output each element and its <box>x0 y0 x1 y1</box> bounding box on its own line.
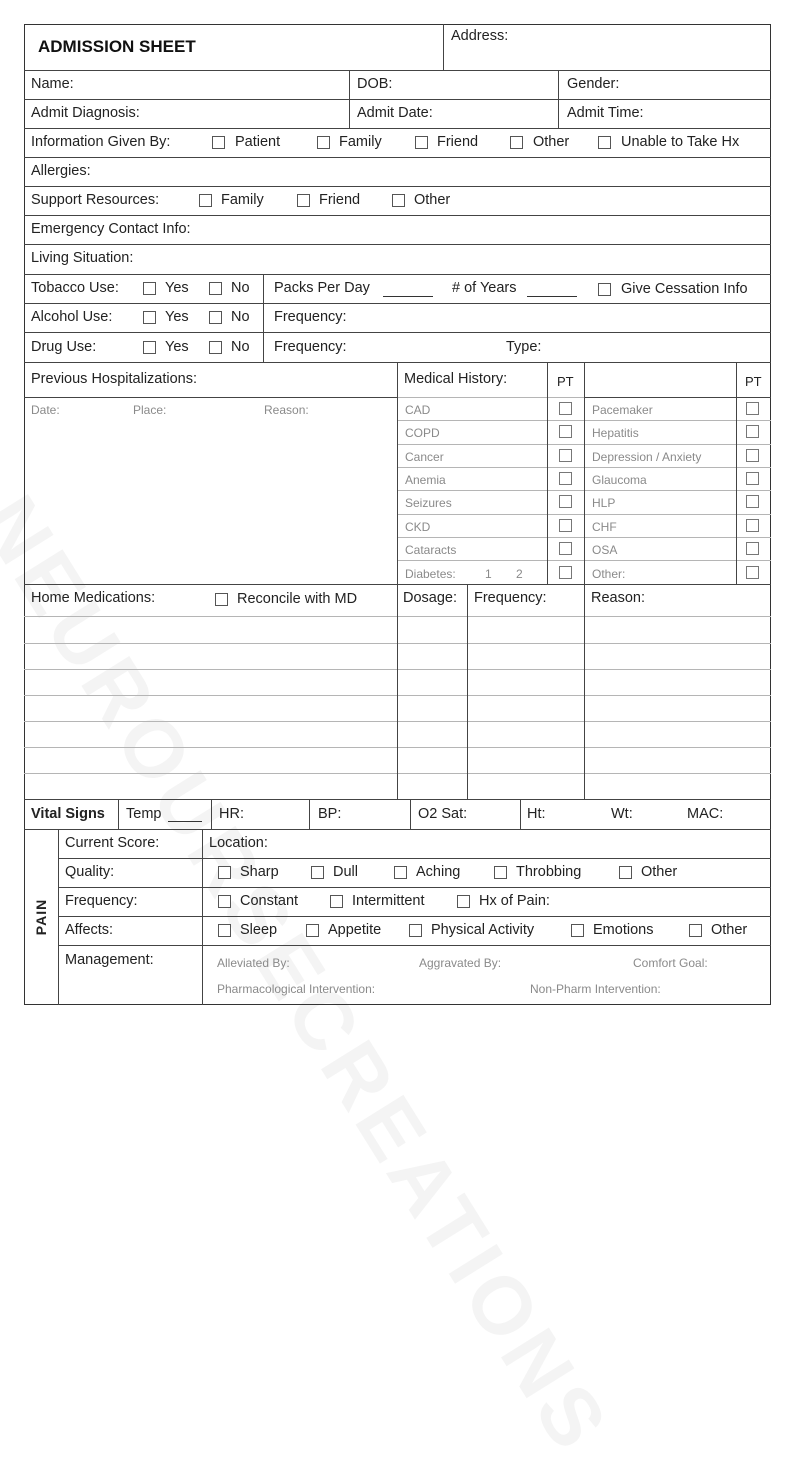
yes-label: Yes <box>165 280 189 296</box>
non-pharm-intervention-label: Non-Pharm Intervention: <box>530 982 661 996</box>
quality-sharp-checkbox[interactable] <box>218 866 231 879</box>
quality-option-label: Other <box>641 864 678 880</box>
condition-chf: CHF <box>592 520 617 534</box>
depression-pt-checkbox[interactable] <box>746 449 759 462</box>
quality-option-label: Throbbing <box>516 864 582 880</box>
height-label: Ht: <box>527 806 546 822</box>
tobacco-label: Tobacco Use: <box>31 280 119 296</box>
info-family-checkbox[interactable] <box>317 136 330 149</box>
seizures-pt-checkbox[interactable] <box>559 495 572 508</box>
yes-label: Yes <box>165 309 189 325</box>
drug-type-label: Type: <box>506 339 542 355</box>
quality-label: Quality: <box>65 864 115 880</box>
glaucoma-pt-checkbox[interactable] <box>746 472 759 485</box>
condition-other: Other: <box>592 567 626 581</box>
affects-physical-activity-checkbox[interactable] <box>409 924 422 937</box>
support-label: Support Resources: <box>31 192 160 208</box>
quality-throbbing-checkbox[interactable] <box>494 866 507 879</box>
alcohol-yes-checkbox[interactable] <box>143 311 156 324</box>
affects-appetite-checkbox[interactable] <box>306 924 319 937</box>
frequency-option-label: Constant <box>240 893 299 909</box>
temp-field[interactable] <box>168 821 202 822</box>
dob-label: DOB: <box>357 76 393 92</box>
current-score-label: Current Score: <box>65 835 160 851</box>
alcohol-no-checkbox[interactable] <box>209 311 222 324</box>
drug-frequency-label: Frequency: <box>274 339 347 355</box>
quality-option-label: Sharp <box>240 864 279 880</box>
condition-seizures: Seizures <box>405 496 452 510</box>
prev-hosp-date-header: Date: <box>31 403 60 417</box>
info-patient-checkbox[interactable] <box>212 136 225 149</box>
pharmacological-intervention-label: Pharmacological Intervention: <box>217 982 376 996</box>
weight-label: Wt: <box>611 806 633 822</box>
mac-label: MAC: <box>687 806 724 822</box>
prev-hosp-reason-header: Reason: <box>264 403 309 417</box>
condition-osa: OSA <box>592 543 618 557</box>
support-other-checkbox[interactable] <box>392 194 405 207</box>
no-label: No <box>231 309 250 325</box>
packs-per-day-field[interactable] <box>383 296 433 297</box>
anemia-pt-checkbox[interactable] <box>559 472 572 485</box>
frequency-intermittent-checkbox[interactable] <box>330 895 343 908</box>
pt-header: PT <box>557 374 574 389</box>
pacemaker-pt-checkbox[interactable] <box>746 402 759 415</box>
quality-other-checkbox[interactable] <box>619 866 632 879</box>
allergies-label: Allergies: <box>31 163 91 179</box>
condition-anemia: Anemia <box>405 473 446 487</box>
address-label: Address: <box>451 28 509 44</box>
frequency-option-label: Intermittent <box>352 893 425 909</box>
management-label: Management: <box>65 952 154 968</box>
cessation-checkbox[interactable] <box>598 283 611 296</box>
temp-label: Temp <box>126 806 162 822</box>
aggravated-by-label: Aggravated By: <box>419 956 502 970</box>
cataracts-pt-checkbox[interactable] <box>559 542 572 555</box>
info-option-label: Other <box>533 134 570 150</box>
affects-other-checkbox[interactable] <box>689 924 702 937</box>
info-option-label: Unable to Take Hx <box>621 134 740 150</box>
prev-hosp-title: Previous Hospitalizations: <box>31 371 198 387</box>
reconcile-checkbox[interactable] <box>215 593 228 606</box>
condition-cancer: Cancer <box>405 450 444 464</box>
frequency-constant-checkbox[interactable] <box>218 895 231 908</box>
info-option-label: Patient <box>235 134 281 150</box>
osa-pt-checkbox[interactable] <box>746 542 759 555</box>
affects-option-label: Appetite <box>328 922 382 938</box>
alcohol-label: Alcohol Use: <box>31 309 113 325</box>
tobacco-no-checkbox[interactable] <box>209 282 222 295</box>
gender-label: Gender: <box>567 76 620 92</box>
packs-per-day-label: Packs Per Day <box>274 280 370 296</box>
affects-option-label: Other <box>711 922 748 938</box>
home-meds-title: Home Medications: <box>31 590 156 606</box>
affects-option-label: Emotions <box>593 922 654 938</box>
bp-label: BP: <box>318 806 342 822</box>
emergency-contact-label: Emergency Contact Info: <box>31 221 191 237</box>
condition-cataracts: Cataracts <box>405 543 457 557</box>
page-title: ADMISSION SHEET <box>38 37 196 56</box>
affects-sleep-checkbox[interactable] <box>218 924 231 937</box>
dosage-header: Dosage: <box>403 590 458 606</box>
condition-diabetes: Diabetes: <box>405 567 456 581</box>
condition-hlp: HLP <box>592 496 616 510</box>
prev-hosp-place-header: Place: <box>133 403 167 417</box>
ckd-pt-checkbox[interactable] <box>559 519 572 532</box>
quality-option-label: Dull <box>333 864 358 880</box>
support-option-label: Friend <box>319 192 361 208</box>
affects-option-label: Sleep <box>240 922 278 938</box>
quality-dull-checkbox[interactable] <box>311 866 324 879</box>
info-given-label: Information Given By: <box>31 134 171 150</box>
reconcile-label: Reconcile with MD <box>237 591 358 607</box>
pain-frequency-label: Frequency: <box>65 893 138 909</box>
info-other-checkbox[interactable] <box>510 136 523 149</box>
drug-yes-checkbox[interactable] <box>143 341 156 354</box>
drug-no-checkbox[interactable] <box>209 341 222 354</box>
condition-ckd: CKD <box>405 520 431 534</box>
no-label: No <box>231 280 250 296</box>
hr-label: HR: <box>219 806 244 822</box>
cad-pt-checkbox[interactable] <box>559 402 572 415</box>
cancer-pt-checkbox[interactable] <box>559 449 572 462</box>
frequency-option-label: Hx of Pain: <box>479 893 550 909</box>
years-label: # of Years <box>452 280 517 296</box>
condition-pacemaker: Pacemaker <box>592 403 653 417</box>
affects-emotions-checkbox[interactable] <box>571 924 584 937</box>
condition-depression-anxiety: Depression / Anxiety <box>592 450 702 464</box>
diabetes-type-1: 1 <box>485 567 492 581</box>
comfort-goal-label: Comfort Goal: <box>633 956 708 970</box>
info-unable-checkbox[interactable] <box>598 136 611 149</box>
info-option-label: Friend <box>437 134 479 150</box>
diabetes-type-2: 2 <box>516 567 523 581</box>
admit-diagnosis-label: Admit Diagnosis: <box>31 105 140 121</box>
support-option-label: Other <box>414 192 451 208</box>
quality-aching-checkbox[interactable] <box>394 866 407 879</box>
o2-sat-label: O2 Sat: <box>418 806 468 822</box>
copd-pt-checkbox[interactable] <box>559 425 572 438</box>
admit-time-label: Admit Time: <box>567 105 644 121</box>
quality-option-label: Aching <box>416 864 461 880</box>
hepatitis-pt-checkbox[interactable] <box>746 425 759 438</box>
support-option-label: Family <box>221 192 264 208</box>
hx-of-pain-checkbox[interactable] <box>457 895 470 908</box>
reason-header: Reason: <box>591 590 646 606</box>
chf-pt-checkbox[interactable] <box>746 519 759 532</box>
affects-option-label: Physical Activity <box>431 922 535 938</box>
frequency-header: Frequency: <box>474 590 547 606</box>
vital-signs-title: Vital Signs <box>31 806 105 822</box>
condition-copd: COPD <box>405 426 440 440</box>
location-label: Location: <box>209 835 268 851</box>
condition-cad: CAD <box>405 403 431 417</box>
pain-section-label: PAIN <box>33 898 49 936</box>
med-history-title: Medical History: <box>404 371 508 387</box>
alcohol-frequency-label: Frequency: <box>274 309 347 325</box>
condition-hepatitis: Hepatitis <box>592 426 639 440</box>
no-label: No <box>231 339 250 355</box>
admit-date-label: Admit Date: <box>357 105 433 121</box>
condition-glaucoma: Glaucoma <box>592 473 647 487</box>
tobacco-yes-checkbox[interactable] <box>143 282 156 295</box>
yes-label: Yes <box>165 339 189 355</box>
years-field[interactable] <box>527 296 577 297</box>
info-option-label: Family <box>339 134 382 150</box>
support-family-checkbox[interactable] <box>199 194 212 207</box>
other-pt-checkbox[interactable] <box>746 566 759 579</box>
diabetes-pt-checkbox[interactable] <box>559 566 572 579</box>
info-friend-checkbox[interactable] <box>415 136 428 149</box>
name-label: Name: <box>31 76 74 92</box>
affects-label: Affects: <box>65 922 114 938</box>
drug-label: Drug Use: <box>31 339 97 355</box>
hlp-pt-checkbox[interactable] <box>746 495 759 508</box>
cessation-label: Give Cessation Info <box>621 281 748 297</box>
pt-header: PT <box>745 374 762 389</box>
support-friend-checkbox[interactable] <box>297 194 310 207</box>
alleviated-by-label: Alleviated By: <box>217 956 290 970</box>
living-situation-label: Living Situation: <box>31 250 134 266</box>
